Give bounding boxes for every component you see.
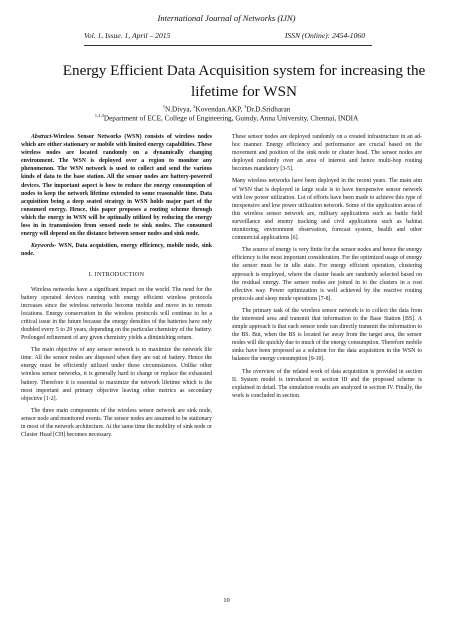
abstract [21, 133, 212, 238]
intro-paragraph-1: Wireless networks have a significant impact on the world. The need for the battery operated devices running with energy efficient wireless protocols increases since the wireless networks become mobile and move in to remote locations. Energy conservation in the wireless protocols will continue to be a critical issue in the future because the energy densities of the batteries have only doubled every 5 to 20 years, depending on the particular chemistry of the battery. Prolonged refinement of any given chemistry yields a diminishing return. [21, 286, 212, 342]
author-1-superscript: 1 [162, 104, 166, 109]
affiliation [0, 113, 453, 122]
right-paragraph-4: The primary task of the wireless sensor network is to collect the data from the interested area and transmit that information to the Base Station [BS]. A simple approach is that each sensor node can directly transmit the information to the BS. But, when the BS is located far away from the target area, the sensor nodes will die quickly due to much of the energy consumption. Therefore mobile sinks have been proposed as a solution for the data acquisition in the WSN to balance the energy consumption [9-10]. [232, 307, 422, 363]
right-paragraph-2: Many wireless networks have been deployed in the recent years. The main aim of WSN that is deployed in large scale is to have inexpensive sensor network with low power utilization. Lot of efforts have been made to achieve this type of inexpensive and low power utilization network. Some of the application areas of this wireless sensor network are, military applications such as battle field surveillance and enemy tracking and civil applications such as habitat monitoring, environment observation, forecast system, health and other commercial applications [6]. [232, 178, 422, 242]
issn: ISSN (Online): 2454-1060 [284, 31, 365, 40]
right-paragraph-1: These sensor nodes are deployed randomly on a created infrastructure in an ad-hoc manner. Energy efficiency and performance are crucial based on the movement and position of the sink node or cluster head. The sensor nodes are deployed randomly over an area of interest and hence multi-hop routing becomes mandatory [3-5]. [232, 134, 422, 173]
right-paragraph-3: The source of energy is very finite for the sensor nodes and hence the energy efficiency is the most important consideration. For the optimized usage of energy the sensor must be in idle state. For energy efficient operation, clustering approach is employed, where the cluster heads are randomly selected based on the residual energy. The sensor nodes are joined in to the clusters in a cost effective way. Power optimization is well achieved by the reactive routing protocols and sleep mode operations [7-8]. [232, 247, 422, 302]
header-rule [84, 45, 372, 46]
keywords-text: WSN, Data acquisition, energy efficiency, mobile node, sink node. [21, 243, 212, 258]
author-2: Kovendan.AKP, [195, 105, 245, 114]
intro-paragraph-2: The main objective of any sensor network is to maximize the network life time. All the sensor nodes are disposed when they are out of battery. Hence the energy must be efficiently utilized under these circumstances. Unlike other wireless sensor networks, it is generally hard to charge or replace the exhausted battery. Therefore it is essential to maximize the network lifetime which is the most important and primary objective leaving other metrics as secondary objective [1-2]. [21, 347, 212, 402]
section-heading-introduction: I. INTRODUCTION [88, 272, 145, 279]
volume-issue: Vol. 1, Issue. 1, April – 2015 [84, 31, 171, 40]
affiliation-text: Department of ECE, College of Engineering, Guindy, Anna University, Chennai, INDIA [103, 114, 359, 123]
page-number: 10 [223, 597, 230, 604]
affiliation-superscript: 1,2,3 [94, 113, 104, 118]
author-3-superscript: 3 [244, 104, 247, 109]
right-column [232, 133, 422, 404]
author-3: Dr.D.Sridharan [246, 105, 291, 114]
left-column [21, 133, 212, 443]
keywords-label: Keywords- [31, 243, 57, 250]
paper-title: Energy Efficient Data Acquisition system for increasing the lifetime for WSN [62, 62, 426, 100]
right-paragraph-5: The overview of the related work of data acquisition is provided in section II. System model is introduced in section III and the proposed scheme is explained in detail. The simulation results are analyzed in section IV. Finally, the work is concluded in section. [232, 368, 422, 399]
abstract-text: Wireless Sensor Networks (WSN) consists of wireless nodes which are either stationary or mobile with limited energy capabilities. These wireless nodes are located randomly on a dynamically changing environment. The WSN is deployed over a region to monitor any phenomenon. The WSN network is used to collect and send the various kinds of data to the base station. All the sensor nodes are battery-powered devices. The important aspect is how to reduce the energy consumption of nodes to keep the network lifetime extended to some reasonable time. Data acquisition being a deep seated strategy in WSN holds major part of the consumed energy. Hence, this paper proposes a routing scheme through which the energy in WSN will be optimally utilized by reducing the energy loss in in transmission from sensed node to sink nodes. The consumed energy will depend on the distance between sensor nodes and sink node. [21, 134, 212, 238]
journal-name: International Journal of Networks (IJN) [157, 13, 296, 23]
abstract-label: Abstract- [31, 134, 54, 140]
author-1: N.Divya, [165, 105, 194, 114]
authors [0, 104, 453, 113]
author-2-superscript: 2 [193, 104, 196, 109]
intro-paragraph-3: The three main components of the wireless sensor network are sink node, sensor node and monitored events. The sensor nodes are assumed to be stationary in most of the network architecture. At the same time the mobility of sink node or Cluster Head [CH] becomes necessary. [21, 407, 212, 439]
keywords [21, 242, 212, 258]
